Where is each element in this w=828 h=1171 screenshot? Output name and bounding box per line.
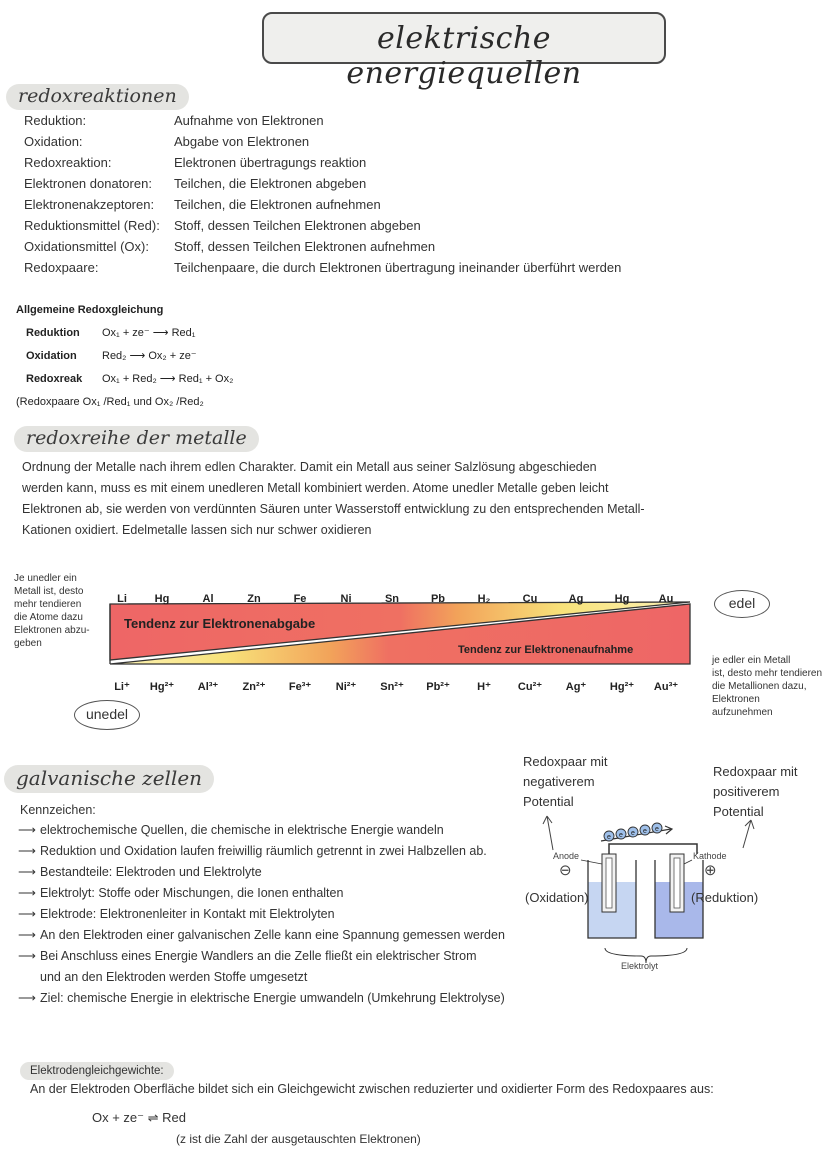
eq-label-oxidation: Oxidation <box>26 350 77 362</box>
definition-term: Reduktion: <box>24 113 87 128</box>
definition-term: Elektronenakzeptoren: <box>24 197 155 212</box>
general-redox-equation <box>16 299 316 414</box>
definition-list <box>24 110 644 278</box>
reduktion-label: (Reduktion) <box>691 890 759 905</box>
ion-label: Ag⁺ <box>565 681 587 693</box>
metal-label: Cu <box>522 593 538 605</box>
paragraph-line: werden kann, muss es mit einem unedleren Metall kombiniert werden. Atome unedler Metalle geben leicht <box>22 481 609 495</box>
metal-label: Hg <box>614 593 630 605</box>
metal-label: Li <box>117 593 127 605</box>
eq-formula-redoxreak: Ox₁ + Red₂ ⟶ Red₁ + Ox₂ <box>102 373 234 385</box>
definition-term: Reduktionsmittel (Red): <box>24 218 160 233</box>
oxidation-label: (Oxidation) <box>525 890 589 905</box>
galvanic-cell-diagram <box>505 750 828 990</box>
tendency-bottom-label: Tendenz zur Elektronenaufnahme <box>458 644 634 656</box>
definition-row <box>24 257 644 278</box>
definition-row <box>24 173 644 194</box>
minus-icon: ⊖ <box>559 862 572 879</box>
definition-term: Oxidationsmittel (Ox): <box>24 239 149 254</box>
paragraph-line: Kationen oxidiert. Edelmetalle lassen sich nur schwer oxidieren <box>22 523 372 537</box>
elektrolyt-label: Elektrolyt <box>621 961 659 971</box>
negative-potential-label: Redoxpaar mit negativerem Potential <box>523 754 608 809</box>
note-line: Elektronen <box>712 694 760 705</box>
list-item: ⟶ Elektrolyt: Stoffe oder Mischungen, die Ionen enthalten <box>18 883 518 904</box>
arrow-icon: ⟶ <box>18 823 36 837</box>
definition-desc: Teilchen, die Elektronen abgeben <box>174 176 367 191</box>
definition-row <box>24 236 644 257</box>
ion-label: Fe³⁺ <box>288 681 312 693</box>
ion-label: Zn²⁺ <box>242 681 266 693</box>
redoxreihe-paragraph <box>22 457 702 541</box>
equilibrium-text: An der Elektroden Oberfläche bildet sich ein Gleichgewicht zwischen reduzierter und oxidierter Form des Redoxpaares aus: <box>30 1082 714 1096</box>
general-equation-heading: Allgemeine Redoxgleichung <box>16 304 164 316</box>
list-item-continuation: und an den Elektroden werden Stoffe umgesetzt <box>40 970 308 984</box>
note-line: je edler ein Metall <box>712 655 791 666</box>
arrow-icon: ⟶ <box>18 865 36 879</box>
ion-label: Al³⁺ <box>197 681 219 693</box>
anode-label: Anode <box>553 851 580 861</box>
ion-label: Hg²⁺ <box>609 681 635 693</box>
title-box <box>262 12 666 91</box>
definition-term: Oxidation: <box>24 134 83 149</box>
electron-label: e <box>619 832 623 839</box>
arrow-icon: ⟶ <box>18 886 36 900</box>
metal-label: Ag <box>568 593 584 605</box>
redox-series-diagram <box>0 580 828 710</box>
metal-label: Zn <box>247 593 261 605</box>
arrow-icon: ⟶ <box>18 991 36 1005</box>
definition-row <box>24 110 644 131</box>
note-line: Je unedler ein <box>14 573 77 584</box>
paragraph-line: Ordnung der Metalle nach ihrem edlen Charakter. Damit ein Metall aus seiner Salzlösung abgeschieden <box>22 460 597 474</box>
list-item: ⟶ An den Elektroden einer galvanischen Zelle kann eine Spannung gemessen werden <box>18 925 518 946</box>
ion-label: Hg²⁺ <box>149 681 175 693</box>
list-item: ⟶ elektrochemische Quellen, die chemische in elektrische Energie wandeln <box>18 820 518 841</box>
section-heading-elektrodengleichgewichte: Elektrodengleichgewichte: <box>20 1062 174 1080</box>
arrow-icon: ⟶ <box>18 949 36 963</box>
list-item: ⟶ Elektrode: Elektronenleiter in Kontakt mit Elektrolyten <box>18 904 518 925</box>
definition-term: Elektronen donatoren: <box>24 176 152 191</box>
arrow-icon: ⟶ <box>18 844 36 858</box>
note-line: Elektronen abzu- <box>14 625 90 636</box>
electron-label: e <box>607 834 611 841</box>
eq-formula-oxidation: Red₂ ⟶ Ox₂ + ze⁻ <box>102 350 197 362</box>
eq-label-redoxreak: Redoxreak <box>26 373 83 385</box>
cell-drawing <box>505 750 828 990</box>
kennzeichen-label: Kennzeichen: <box>20 803 96 817</box>
edel-oval: edel <box>714 590 770 618</box>
redox-pairs: (Redoxpaare Ox₁ /Red₁ und Ox₂ /Red₂ <box>16 396 204 408</box>
electron-label: e <box>631 830 635 837</box>
plus-icon: ⊕ <box>704 862 717 879</box>
definition-row <box>24 131 644 152</box>
note-line: ist, desto mehr tendieren <box>712 668 823 679</box>
section-heading-redoxreihe: redoxreihe der metalle <box>14 426 259 452</box>
kathode-label: Kathode <box>693 851 727 861</box>
eq-formula-reduktion: Ox₁ + ze⁻ ⟶ Red₁ <box>102 327 196 339</box>
ion-label: Ni²⁺ <box>335 681 357 693</box>
list-item: ⟶ Bei Anschluss eines Energie Wandlers an die Zelle fließt ein elektrischer Strom <box>18 946 518 967</box>
definition-desc: Stoff, dessen Teilchen Elektronen aufnehmen <box>174 239 436 254</box>
definition-row <box>24 215 644 236</box>
galvanic-list <box>18 800 518 1009</box>
ion-label: Pb²⁺ <box>426 681 450 693</box>
electron-label: e <box>655 826 659 833</box>
eq-label-reduktion: Reduktion <box>26 327 80 339</box>
section-heading-galvanische-zellen: galvanische zellen <box>4 765 214 793</box>
note-line: mehr tendieren <box>14 599 82 610</box>
definition-desc: Elektronen übertragungs reaktion <box>174 155 367 170</box>
ion-label: Li⁺ <box>114 681 130 693</box>
ion-label: Au³⁺ <box>653 681 679 693</box>
page-title: elektrische energiequellen <box>346 21 582 91</box>
metal-label: Ni <box>340 593 352 605</box>
definition-desc: Teilchen, die Elektronen aufnehmen <box>174 197 381 212</box>
note-line: aufzunehmen <box>712 707 773 718</box>
definition-term: Redoxreaktion: <box>24 155 112 170</box>
equilibrium-formula: Ox + ze⁻ ⇌ Red <box>92 1110 186 1125</box>
ion-label: H⁺ <box>477 681 491 693</box>
list-item: ⟶ Reduktion und Oxidation laufen freiwillig räumlich getrennt in zwei Halbzellen ab. <box>18 841 518 862</box>
definition-row <box>24 152 644 173</box>
list-item: ⟶ Ziel: chemische Energie in elektrische Energie umwandeln (Umkehrung Elektrolyse) <box>18 988 518 1009</box>
arrow-icon: ⟶ <box>18 928 36 942</box>
metal-label: Hg <box>154 593 170 605</box>
positive-potential-label: Redoxpaar mit positiverem Potential <box>713 764 798 819</box>
list-item: ⟶ Bestandteile: Elektroden und Elektrolyte <box>18 862 518 883</box>
metal-label: Sn <box>384 593 400 605</box>
metal-label: H₂ <box>477 593 491 605</box>
metal-label: Al <box>202 593 214 605</box>
metal-label: Fe <box>293 593 307 605</box>
metal-label: Pb <box>430 593 446 605</box>
definition-desc: Aufnahme von Elektronen <box>174 113 324 128</box>
paragraph-line: Elektronen ab, sie werden von verdünnten Säuren unter Wasserstoff entwicklung zu den entsprechenden Metall- <box>22 502 645 516</box>
arrow-icon: ⟶ <box>18 907 36 921</box>
ion-label: Sn²⁺ <box>380 681 404 693</box>
electron-label: e <box>643 828 647 835</box>
definition-row <box>24 194 644 215</box>
note-line: geben <box>14 638 42 649</box>
definition-term: Redoxpaare: <box>24 260 99 275</box>
ion-label: Cu²⁺ <box>517 681 543 693</box>
definition-desc: Teilchenpaare, die durch Elektronen übertragung ineinander überführt werden <box>174 260 622 275</box>
section-heading-redoxreaktionen: redoxreaktionen <box>6 84 189 110</box>
equilibrium-note: (z ist die Zahl der ausgetauschten Elektronen) <box>176 1132 421 1146</box>
definition-desc: Stoff, dessen Teilchen Elektronen abgeben <box>174 218 421 233</box>
note-line: Metall ist, desto <box>14 586 84 597</box>
definition-desc: Abgabe von Elektronen <box>174 134 310 149</box>
note-line: die Metallionen dazu, <box>712 681 807 692</box>
tendency-top-label: Tendenz zur Elektronenabgabe <box>124 616 316 631</box>
unedel-oval: unedel <box>74 700 140 730</box>
note-line: die Atome dazu <box>14 612 83 623</box>
metal-label: Au <box>658 593 674 605</box>
